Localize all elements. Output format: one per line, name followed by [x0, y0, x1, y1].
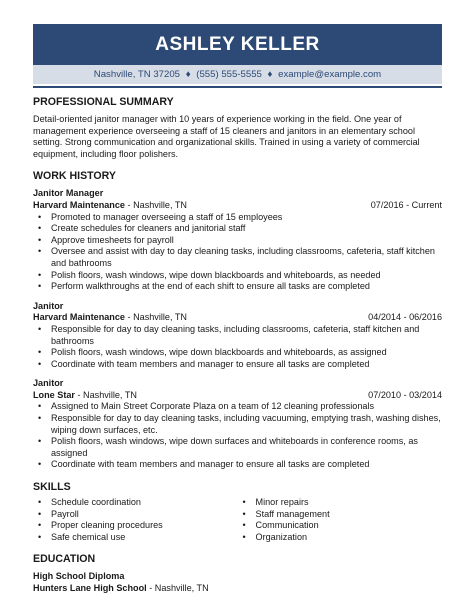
- summary-section: [33, 96, 442, 160]
- skill-item: • Proper cleaning procedures: [49, 520, 238, 532]
- list-item: • Responsible for day to day cleaning tasks, including vacuuming, emptying trash, washing dishes, wiping down surfaces, etc.: [49, 413, 442, 436]
- contact-bar: [33, 65, 442, 84]
- skill-item: • Payroll: [49, 509, 238, 521]
- summary-text: Detail-oriented janitor manager with 10 years of experience working in the field. One year of management experience overseeing a staff of 15 cleaners and janitors in an elementary school setting. Strong communication and organizational skills. Trained in using a variety of commercial equipment, including floor polishers.: [33, 114, 420, 159]
- contact-separator: ♦: [185, 69, 191, 80]
- list-item: • Assigned to Main Street Corporate Plaza on a team of 12 cleaning professionals: [49, 401, 442, 413]
- education-school: Hunters Lane High School: [33, 583, 147, 593]
- job-company: Harvard Maintenance: [33, 312, 125, 323]
- work-history-section: [33, 170, 442, 471]
- job-location: - Nashville, TN: [124, 312, 187, 323]
- job-employer: [33, 312, 187, 324]
- resume-body: [33, 96, 442, 595]
- job-title: Janitor Manager: [33, 188, 104, 199]
- education-school-line: [33, 583, 442, 595]
- job-line: [33, 312, 442, 324]
- job-location: - Nashville, TN: [124, 199, 187, 210]
- section-title-summary: PROFESSIONAL SUMMARY: [33, 96, 174, 108]
- job-company: Lone Star: [33, 389, 75, 400]
- job-title: Janitor: [33, 300, 64, 311]
- list-item: • Create schedules for cleaners and janitorial staff: [49, 223, 442, 235]
- list-item: • Coordinate with team members and manager to ensure all tasks are completed: [49, 359, 442, 371]
- contact-separator: ♦: [267, 69, 273, 80]
- job-line: [33, 200, 442, 212]
- job-entry: [33, 188, 442, 292]
- job-bullets: [33, 212, 442, 293]
- contact-location: Nashville, TN 37205: [93, 69, 181, 80]
- education-degree: High School Diploma: [33, 571, 125, 582]
- section-title-skills: SKILLS: [33, 481, 71, 494]
- skill-item: • Safe chemical use: [49, 532, 238, 544]
- list-item: • Perform walkthroughs at the end of each shift to ensure all tasks are completed: [49, 281, 442, 293]
- education-section: [33, 553, 442, 594]
- job-dates: 07/2016 - Current: [370, 199, 442, 210]
- resume-name: ASHLEY KELLER: [33, 24, 442, 65]
- job-location: - Nashville, TN: [74, 389, 137, 400]
- skills-left: [33, 497, 238, 543]
- contact-phone: (555) 555-5555: [196, 69, 262, 80]
- job-dates: 07/2010 - 03/2014: [368, 389, 442, 400]
- contact-email[interactable]: example@example.com: [278, 69, 382, 80]
- job-bullets: [33, 324, 442, 370]
- job-entry: [33, 301, 442, 371]
- section-title-work: WORK HISTORY: [33, 170, 116, 183]
- skills-right: [238, 497, 443, 543]
- list-item: • Polish floors, wash windows, wipe down surfaces and whiteboards in conference rooms, as assigned: [49, 436, 442, 459]
- header-divider: [33, 86, 442, 88]
- education-location: - Nashville, TN: [146, 583, 209, 593]
- job-employer: [33, 200, 187, 212]
- skill-item: • Schedule coordination: [49, 497, 238, 509]
- job-company: Harvard Maintenance: [33, 199, 125, 210]
- list-item: • Coordinate with team members and manager to ensure all tasks are completed: [49, 459, 442, 471]
- list-item: • Polish floors, wash windows, wipe down blackboards and whiteboards, as needed: [49, 270, 442, 282]
- job-title: Janitor: [33, 378, 64, 389]
- skills-section: [33, 481, 442, 543]
- skill-item: • Minor repairs: [254, 497, 443, 509]
- list-item: • Approve timesheets for payroll: [49, 235, 442, 247]
- skill-item: • Communication: [254, 520, 443, 532]
- skills-columns: [33, 497, 442, 543]
- list-item: • Polish floors, wash windows, wipe down blackboards and whiteboards, as assigned: [49, 347, 442, 359]
- job-entry: [33, 378, 442, 471]
- job-dates: 04/2014 - 06/2016: [368, 312, 442, 323]
- section-title-education: EDUCATION: [33, 553, 96, 566]
- list-item: • Responsible for day to day cleaning tasks, including classrooms, cafeteria, staff kitchen and bathrooms: [49, 324, 442, 347]
- job-line: [33, 390, 442, 402]
- list-item: • Promoted to manager overseeing a staff of 15 employees: [49, 212, 442, 224]
- list-item: • Oversee and assist with day to day cleaning tasks, including classrooms, cafeteria, staff kitchen and bathrooms: [49, 246, 442, 269]
- skill-item: • Staff management: [254, 509, 443, 521]
- job-employer: [33, 390, 137, 402]
- job-bullets: [33, 401, 442, 471]
- skill-item: • Organization: [254, 532, 443, 544]
